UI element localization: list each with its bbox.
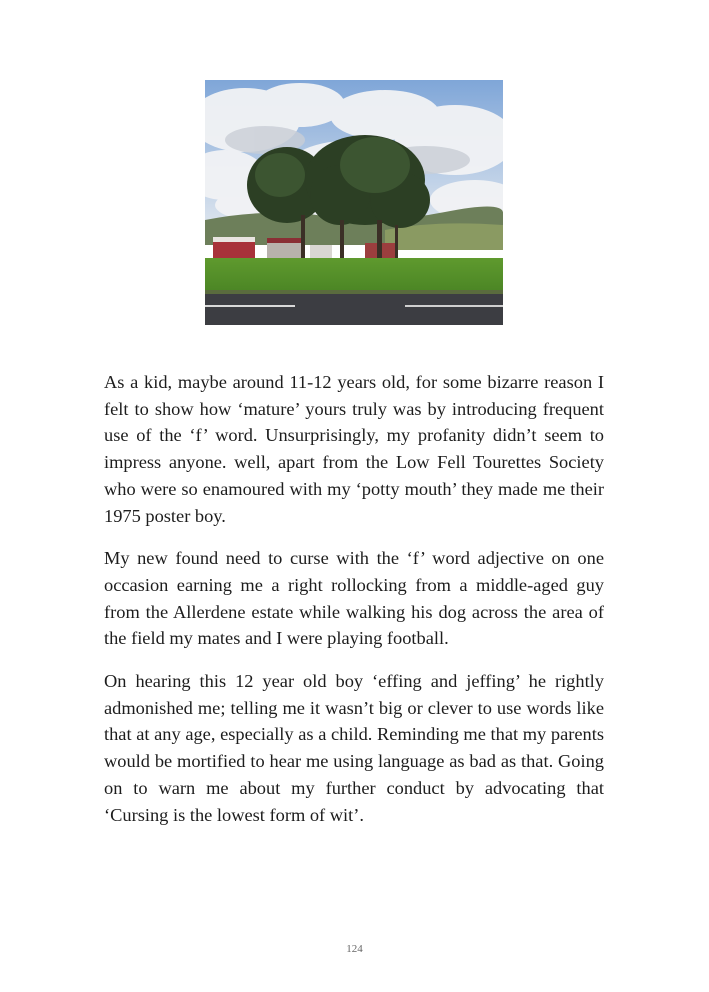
paragraph-2: My new found need to curse with the ‘f’ word adjective on one occasion earning me a right rollocking from a middle-aged guy from the Allerdene estate while walking his dog across the area of the field my mates and I were playing football.	[104, 548, 604, 649]
page-number: 124	[346, 943, 363, 955]
paragraph-3: On hearing this 12 year old boy ‘effing and jeffing’ he rightly admonished me; telling me it wasn’t big or clever to use words like that at any age, especially as a child. Reminding me that my parents would be mortified to hear me using language as bad as that. Going on to warn me about my further conduct by advocating that ‘Cursing is the lowest form of wit’.	[104, 671, 604, 825]
landscape-photo	[205, 80, 503, 325]
landscape-photo-icon	[205, 80, 503, 325]
body-text	[104, 369, 604, 844]
paragraph-1: As a kid, maybe around 11-12 years old, for some bizarre reason I felt to show how ‘mature’ yours truly was by introducing frequent use of the ‘f’ word. Unsurprisingly, my profanity didn’t seem to impress anyone. well, apart from the Low Fell Tourettes Society who were so enamoured with my ‘potty mouth’ they made me their 1975 poster boy.	[104, 372, 604, 526]
